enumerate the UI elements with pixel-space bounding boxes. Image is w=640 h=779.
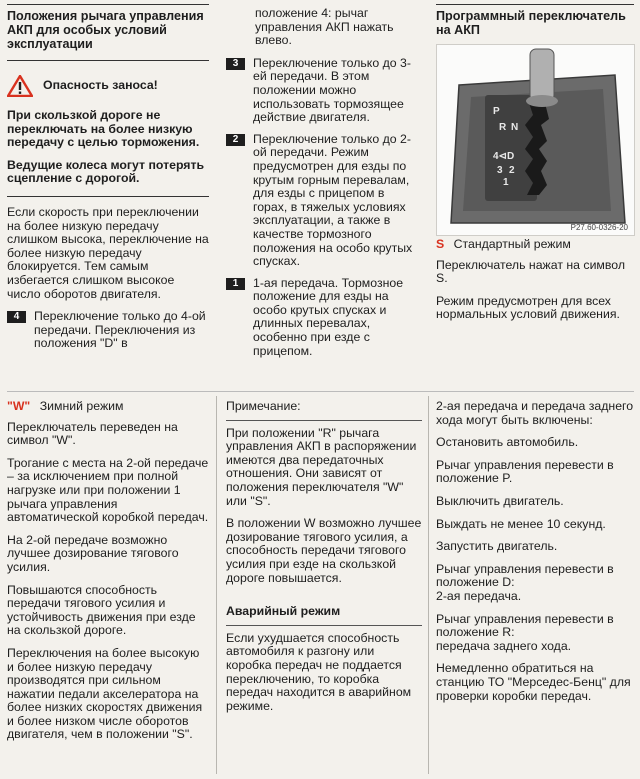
- column-3-top: [436, 9, 634, 37]
- winter-text-4: Повышаются способность передачи тягового усилия и устойчивость движения при езде на скользкой дороге.: [7, 582, 196, 638]
- reverse-intro: 2-ая передача и передача заднего хода могут быть включены:: [436, 399, 634, 427]
- column-3-mode: [436, 238, 634, 331]
- reverse-step-reverse-result: передача заднего хода.: [436, 638, 572, 653]
- warning-text-1: При скользкой дороге не переключать на более низкую передачу с целью торможения.: [7, 108, 200, 150]
- column-1-top: [7, 9, 209, 359]
- warning-rule: [7, 196, 209, 197]
- step-4: [7, 310, 209, 351]
- winter-mode-heading: [7, 400, 209, 414]
- step-1-text: 1-ая передача. Тормозное положение для езды на особо крутых спусках и длинных перевалах, особенно при езде с прицепом.: [253, 275, 404, 358]
- paragraph-blocking: Если скорость при переключении на более низкую передачу слишком высока, переключение на более низкую передачу блокируется. Тем самым избегается слишком высокое число оборотов двигателя.: [7, 204, 209, 301]
- warning-header: [7, 75, 209, 97]
- standard-mode-title: Стандартный режим: [453, 237, 571, 251]
- gate-label-1: 1: [503, 177, 509, 188]
- top-rule-right: [436, 4, 634, 5]
- emergency-text: Если ухудшается способность автомобиля к разгону или коробка передач не поддается переключению, то коробка передач находится в аварийном режиме.: [226, 630, 412, 713]
- reverse-step-drive-text: Рычаг управления перевести в положение D:: [436, 561, 614, 590]
- reverse-step-stop: Остановить автомобиль.: [436, 435, 579, 450]
- divider-2: [428, 396, 429, 774]
- winter-text-1: Переключатель переведен на символ "W".: [7, 419, 178, 448]
- step-4-continuation: положение 4: рычаг управления АКП нажать влево.: [255, 6, 394, 48]
- reverse-service-note: Немедленно обратиться на станцию ТО "Мерседес-Бенц" для проверки коробки передач.: [436, 661, 631, 703]
- step-number-2: 2: [226, 134, 245, 146]
- gate-label-r: R: [499, 122, 507, 133]
- gate-label-3: 3: [497, 165, 503, 176]
- gear-selector-illustration: [437, 45, 634, 235]
- step-number-4: 4: [7, 311, 26, 323]
- title-rule: [7, 60, 209, 61]
- reverse-step-drive-result: 2-ая передача.: [436, 588, 522, 603]
- winter-text-2: Трогание с места на 2-ой передаче – за исключением при полной нагрузке или при положении 1 рычага управления автоматической коробкой передач.: [7, 455, 209, 525]
- gate-label-2: 2: [509, 165, 515, 176]
- reverse-step-park: Рычаг управления перевести в положение P.: [436, 457, 614, 486]
- note-text-2: В положении W возможно лучшее дозирование тягового усилия, а способность передачи тягового усилия при езде на скользкой дороге повышается.: [226, 516, 422, 585]
- step-1: [226, 277, 422, 359]
- note-title: Примечание:: [226, 399, 301, 413]
- mode-letter-s: S: [436, 237, 445, 251]
- warning-triangle-icon: [7, 75, 33, 97]
- middle-rule: [7, 391, 634, 392]
- emergency-mode-title: Аварийный режим: [226, 604, 341, 619]
- winter-text-3: На 2-ой передаче возможно лучшее дозирование тягового усилия.: [7, 532, 179, 574]
- gate-label-n: N: [511, 122, 519, 133]
- step-number-3: 3: [226, 58, 245, 70]
- emergency-rule: [226, 625, 422, 626]
- gate-label-p: P: [493, 106, 500, 117]
- divider-1: [216, 396, 217, 774]
- standard-mode-text-1: Переключатель нажат на символ S.: [436, 257, 626, 286]
- gate-label-4d: 4⊲D: [493, 151, 515, 162]
- reverse-gear-section: [436, 400, 634, 712]
- note-rule: [226, 420, 422, 421]
- reverse-step-engine-off: Выключить двигатель.: [436, 493, 564, 508]
- warning-title: Опасность заноса!: [43, 78, 158, 93]
- step-3-text: Переключение только до 3-ей передачи. В этом положении можно использовать тормозящее действие двигателя.: [253, 55, 411, 125]
- standard-mode-text-2: Режим предусмотрен для всех нормальных условий движения.: [436, 293, 620, 322]
- step-4-text: Переключение только до 4-ой передачи. Переключения из положения "D" в: [34, 309, 206, 351]
- figure-caption: P27.60-0326-20: [570, 223, 628, 232]
- winter-text-5: Переключения на более высокую и более низкую передачу производятся при сильном нажатии педали акселератора на более низких скоростях движения и более низком числе оборотов двигателя, чем в положении "S".: [7, 645, 203, 742]
- mode-letter-w: "W": [7, 399, 31, 413]
- top-rule-left: [7, 4, 209, 5]
- winter-mode-section: [7, 400, 209, 751]
- program-switch-title: Программный переключатель на АКП: [436, 9, 626, 37]
- column-2-top: [226, 7, 422, 366]
- reverse-step-reverse: [436, 613, 634, 654]
- step-2: [226, 133, 422, 269]
- standard-mode-heading: [436, 238, 634, 252]
- reverse-step-start: Запустить двигатель.: [436, 539, 558, 554]
- winter-mode-title: Зимний режим: [39, 399, 124, 413]
- gear-selector-figure: [436, 44, 635, 236]
- reverse-step-wait: Выждать не менее 10 секунд.: [436, 516, 606, 531]
- section-title: Положения рычага управления АКП для особых условий эксплуатации: [7, 9, 204, 51]
- step-number-1: 1: [226, 278, 245, 290]
- reverse-step-reverse-text: Рычаг управления перевести в положение R:: [436, 611, 614, 640]
- note-section: [226, 400, 422, 722]
- step-2-text: Переключение только до 2-ой передачи. Режим предусмотрен для езды по крутым горным перевалам, для езды с прицепом в горах, в тяжелых условиях эксплуатации, а также в качестве тормозного положения на особо крутых спусках.: [253, 131, 413, 269]
- reverse-step-drive: [436, 563, 634, 604]
- step-3: [226, 57, 422, 125]
- warning-text-2: Ведущие колеса могут потерять сцепление с дорогой.: [7, 157, 205, 186]
- note-text-1: При положении "R" рычага управления АКП в распоряжении имеются два передаточных отношения. Они зависят от положения переключателя "W" или "S".: [226, 425, 417, 508]
